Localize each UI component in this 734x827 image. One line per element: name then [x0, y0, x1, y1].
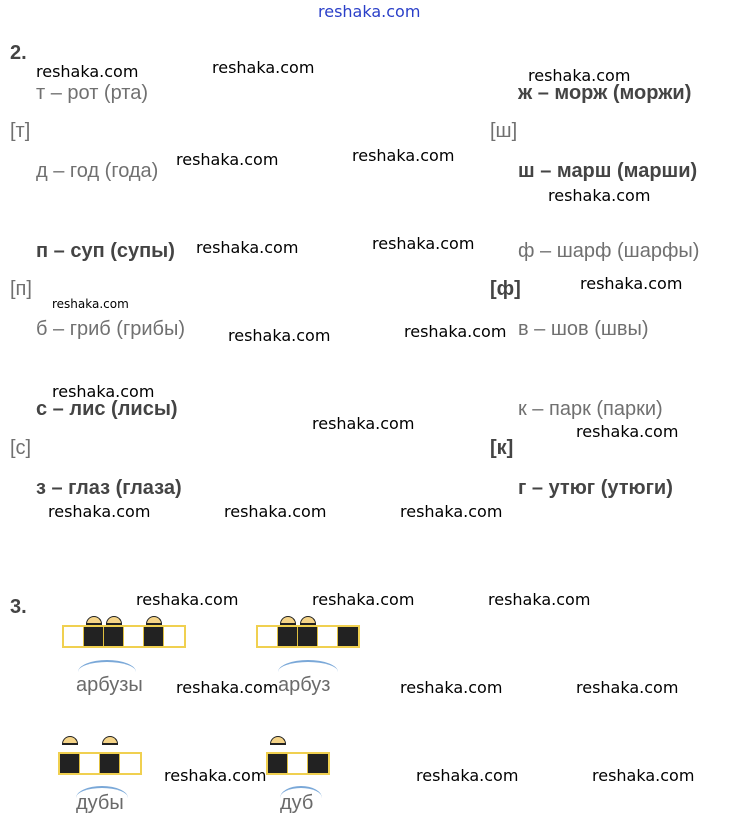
watermark: reshaka.com	[576, 678, 679, 697]
watermark: reshaka.com	[372, 234, 475, 253]
sound-boxes	[266, 752, 330, 775]
word-duby: дубы	[76, 792, 124, 814]
syllable-arc	[278, 660, 338, 672]
left-line-3: с – лис (лисы)	[36, 398, 178, 420]
right-phoneme-1: [ш]	[490, 120, 518, 142]
watermark: reshaka.com	[400, 502, 503, 521]
right-line-2: ф – шарф (шарфы)	[518, 240, 700, 262]
watermark: reshaka.com	[404, 322, 507, 341]
watermark: reshaka.com	[312, 590, 415, 609]
right-pair-3: г – утюг (утюги)	[518, 477, 673, 499]
right-phoneme-3: [к]	[490, 437, 514, 459]
stress-mark	[106, 616, 122, 625]
sound-boxes	[62, 625, 186, 648]
header-watermark: reshaka.com	[318, 2, 421, 21]
watermark: reshaka.com	[164, 766, 267, 785]
exercise-3-number: 3.	[10, 596, 27, 618]
right-line-1: ж – морж (моржи)	[518, 82, 692, 104]
stress-mark	[280, 616, 296, 625]
left-phoneme-1: [т]	[10, 120, 31, 142]
word-arbuzy: арбузы	[76, 674, 143, 696]
watermark: reshaka.com	[52, 382, 155, 401]
right-pair-1: ш – марш (марши)	[518, 160, 698, 182]
left-line-2-text: п – суп (супы)	[36, 240, 175, 262]
word-dub: дуб	[280, 792, 314, 814]
watermark: reshaka.com	[352, 146, 455, 165]
watermark: reshaka.com	[36, 62, 139, 81]
left-phoneme-2: [п]	[10, 278, 32, 300]
left-pair-1: д – год (года)	[36, 160, 159, 182]
right-phoneme-2: [ф]	[490, 278, 521, 300]
stress-mark	[300, 616, 316, 625]
watermark: reshaka.com	[312, 414, 415, 433]
watermark: reshaka.com	[176, 150, 279, 169]
stress-mark	[270, 736, 286, 745]
watermark: reshaka.com	[416, 766, 519, 785]
watermark: reshaka.com	[176, 678, 279, 697]
watermark: reshaka.com	[228, 326, 331, 345]
watermark: reshaka.com	[48, 502, 151, 521]
watermark: reshaka.com	[212, 58, 315, 77]
stress-mark	[146, 616, 162, 625]
sound-boxes	[256, 625, 360, 648]
left-line-1: т – рот (рта)	[36, 82, 148, 104]
watermark: reshaka.com	[528, 66, 631, 85]
stress-mark	[86, 616, 102, 625]
watermark: reshaka.com	[580, 274, 683, 293]
exercise-2-number: 2.	[10, 42, 27, 64]
watermark: reshaka.com	[592, 766, 695, 785]
left-phoneme-3: [с]	[10, 437, 32, 459]
watermark: reshaka.com	[548, 186, 651, 205]
watermark: reshaka.com	[224, 502, 327, 521]
watermark: reshaka.com	[488, 590, 591, 609]
watermark: reshaka.com	[136, 590, 239, 609]
watermark: reshaka.com	[576, 422, 679, 441]
word-arbuz: арбуз	[278, 674, 331, 696]
right-line-3: к – парк (парки)	[518, 398, 663, 420]
sound-boxes	[58, 752, 142, 775]
stress-mark	[62, 736, 78, 745]
syllable-arc	[78, 660, 136, 672]
left-line-2	[36, 240, 175, 263]
right-pair-2: в – шов (швы)	[518, 318, 649, 340]
left-pair-3: з – глаз (глаза)	[36, 477, 182, 499]
watermark: reshaka.com	[400, 678, 503, 697]
stress-mark	[102, 736, 118, 745]
watermark: reshaka.com	[52, 297, 129, 311]
left-pair-2: б – гриб (грибы)	[36, 318, 186, 340]
watermark: reshaka.com	[196, 238, 299, 257]
